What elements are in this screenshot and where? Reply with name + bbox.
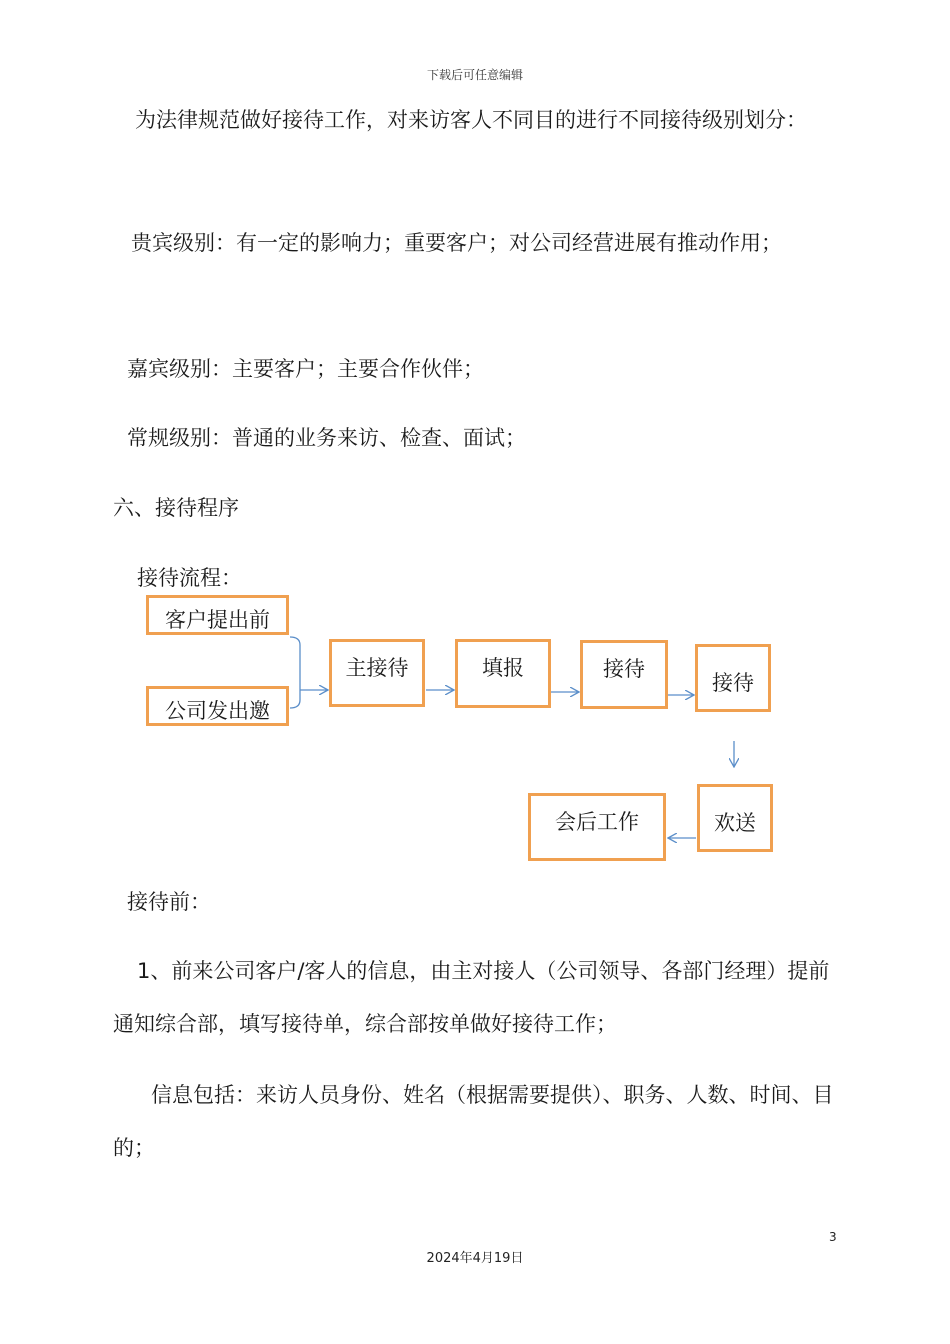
intro-paragraph: 为法律规范做好接待工作，对来访客人不同目的进行不同接待级别划分： [135,108,807,132]
flow-box-label: 公司发出邀 [165,699,270,723]
page-header: 下载后可任意编辑 [426,68,523,82]
flow-box-reception-1 [580,640,668,709]
flow-box-reception-2 [695,644,771,712]
flow-box-label: 客户提出前 [165,608,270,632]
flow-box-label: 欢送 [714,811,756,835]
flow-box-fill-report [455,639,551,708]
flow-box-label: 主接待 [345,656,409,680]
item-1-paragraph: 1、前来公司客户/客人的信息，由主对接人（公司领导、各部门经理）提前通知综合部，填写接待单，综合部按单做好接待工作； [113,959,830,1036]
flow-box-label: 接待 [712,671,754,695]
bracket-connector [290,637,300,708]
flow-box-label: 接待 [603,657,645,681]
flow-box-company-invite [146,686,289,726]
page-number: 3 [829,1230,837,1244]
info-paragraph: 信息包括：来访人员身份、姓名（根据需要提供）、职务、人数、时间、目的； [113,1083,834,1160]
vip-level-paragraph: 贵宾级别：有一定的影响力；重要客户；对公司经营进展有推动作用； [131,231,782,255]
before-reception-title: 接待前： [127,890,211,914]
flow-box-label: 会后工作 [555,810,639,834]
guest-level-line: 嘉宾级别：主要客户；主要合作伙伴； [127,357,484,381]
regular-level-line: 常规级别：普通的业务来访、检查、面试； [127,426,526,450]
flow-box-client-request [146,595,289,635]
flow-box-after-meeting [528,793,666,861]
flow-box-farewell [697,784,773,852]
page-footer-date: 2024年4月19日 [426,1251,524,1266]
flow-box-label: 填报 [482,656,524,680]
flow-box-main-contact [329,639,425,707]
flow-title: 接待流程： [137,566,242,590]
section-title: 六、接待程序 [113,496,239,520]
